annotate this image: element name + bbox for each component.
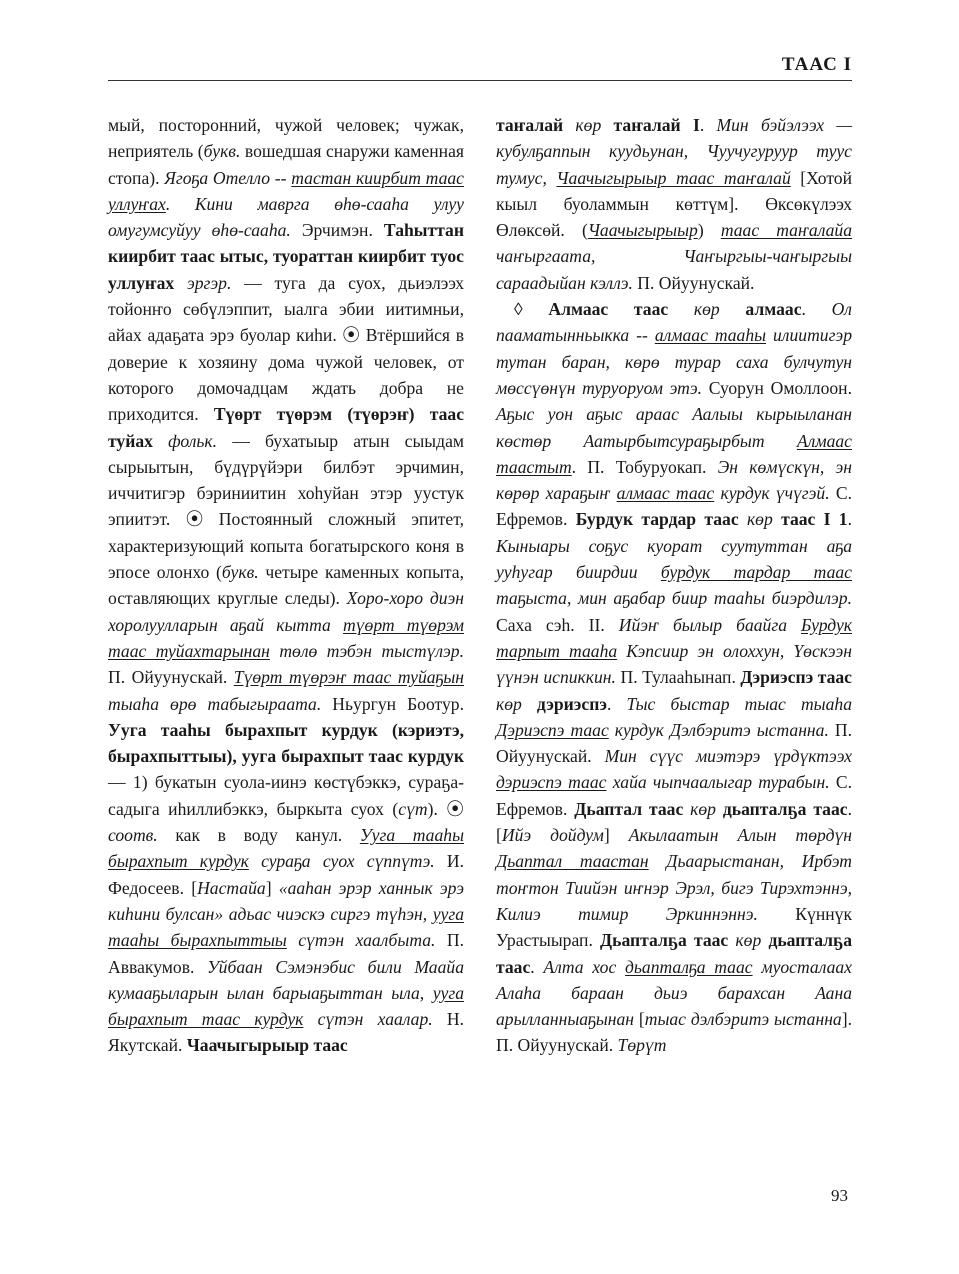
text-run: букв.	[221, 562, 259, 583]
text-run: дэриэспэ таас	[496, 772, 607, 793]
text-run: «ааһан эрэр ханнык эрэ киһини булсан» адьас чиэскэ сиргэ түһэн,	[108, 877, 464, 924]
text-run: көр	[683, 798, 716, 819]
text-run: эргэр.	[174, 272, 232, 293]
text-run: Мин сүүс миэтэрэ үрдүктээх	[604, 746, 852, 767]
text-run: . [	[496, 798, 852, 846]
text-run: Суорун Омоллоон.	[702, 377, 852, 398]
text-run: — бухатыыр атын сыыдам сырыытын, бүдүрүйэри билбэт эрчимин, иччитигэр бэриниитин хоһуйан этэр уустук эпиитэт. ⦿ Постоянный сложный эпитет, характеризующий копыта богатырского коня в эпосе олонхо (	[108, 430, 465, 583]
text-run: алмаас тааһы	[654, 325, 767, 346]
text-run: түөрт түөрэм таас туйахтарынан	[108, 614, 464, 661]
text-run: тыас дэлбэритэ ыстанна	[644, 1009, 842, 1030]
left-column	[108, 112, 464, 1059]
text-run: вошедшая снаружи каменная стопа).	[108, 141, 464, 188]
text-run: мый, посторонний, чужой человек; чужак, неприятель (	[108, 115, 464, 162]
text-run: Эрчимэн.	[301, 220, 384, 241]
text-run: фольк.	[152, 430, 218, 451]
text-run: ◊	[514, 299, 549, 320]
text-run: Дьапталҕа таас	[600, 930, 729, 951]
text-run: хайа чыпчаалыгар турабын.	[606, 772, 830, 793]
text-run: Ньургун Боотур.	[321, 693, 464, 714]
text-run: Алмаас таас	[548, 299, 669, 320]
text-run: Дьаптал таас	[574, 798, 684, 819]
text-run: Бурдук тардар таас	[575, 509, 739, 530]
text-run: Чаачыгырыыр таас таҥалай	[556, 167, 791, 188]
text-run: ). ⦿	[427, 798, 464, 819]
text-run: соотв.	[108, 825, 158, 846]
text-run: чаҥыргаата, Чаҥыргыы-чаҥыргыы сараадыйан кэллэ.	[496, 246, 852, 293]
text-run: Акылаатын Алын төрдүн	[628, 825, 852, 846]
text-run: Аҕыс уон аҕыс араас Аалыы кырыыланан көстөр Аатырбытсураҕырбыт	[496, 404, 852, 451]
text-run: Бурдук тарпыт тааһа	[496, 614, 852, 661]
text-run: [	[634, 1009, 645, 1030]
text-run: И. Федосеев. [	[108, 851, 464, 898]
text-run: Түөрт түөрэм (түөрэҥ) таас туйах	[108, 404, 465, 451]
text-run: сүт	[398, 798, 428, 819]
text-run: көр	[496, 693, 522, 714]
text-run: таас таҥалайа	[720, 220, 852, 241]
text-run: төлө тэбэн тыстүлэр.	[269, 640, 464, 661]
text-run: Күннүк Урастыырап.	[496, 903, 853, 951]
running-head: ТААС I	[781, 54, 852, 75]
text-run: Хоро-хоро диэн хоролуулларын аҕай кытта	[108, 588, 464, 635]
text-run: сүтэн хаалбыта.	[286, 930, 436, 951]
text-run: Ол пааматынньыкка --	[496, 299, 852, 346]
text-run: .	[847, 509, 852, 530]
text-run: Дэриэспэ таас	[740, 667, 852, 688]
text-run: көр	[563, 115, 602, 135]
text-run: муосталаах Алаһа бараан дьиэ барахсан Аана арылланныаҕынан	[496, 956, 852, 1030]
text-run: Саха сэһ. II.	[496, 614, 619, 635]
text-run: Эн көмүскүн, эн көрөр хараҕыҥ	[496, 456, 853, 504]
text-run: Уйбаан Сэмэнэбис били Маайа кумааҕыларын ылан барыаҕыттан ыла,	[108, 956, 464, 1003]
text-run: Алмаас таастыт	[496, 430, 852, 477]
text-run: ]	[603, 825, 629, 846]
text-run: )	[697, 220, 721, 241]
text-run: Кыныары соҕус куорат суутуттан аҕа ууһугар биирдии	[496, 535, 852, 583]
text-run: ]	[265, 877, 279, 898]
text-run: дэриэспэ	[521, 693, 607, 714]
page-header	[108, 54, 852, 81]
text-run: С. Ефремов.	[496, 483, 852, 530]
text-run: тастан киирбит таас уллуҥах	[108, 167, 464, 214]
text-run: П. Тулааһынап.	[615, 667, 741, 688]
text-run: Таһыттан киирбит таас ытыс, туораттан киирбит туос уллуҥах	[108, 220, 464, 293]
text-run: бурдук тардар таас	[660, 562, 852, 583]
text-run: букв.	[203, 141, 241, 162]
text-run: көр	[738, 509, 773, 530]
text-run: Н. Якутскай.	[108, 1009, 464, 1056]
text-run: Түөрт түөрэҥ таас туйаҕын	[233, 667, 464, 688]
entry-paragraph	[496, 296, 852, 1059]
text-run: көр	[728, 930, 762, 951]
entry-paragraph	[108, 112, 464, 1059]
entry-paragraph	[496, 112, 852, 296]
right-column	[496, 112, 852, 1059]
text-run: Ийэ дойдум	[501, 825, 604, 846]
text-run: Кэпсиир эн олоххун, Үөскээн үүнэн испиккин.	[496, 640, 852, 688]
text-run: таҥалай	[496, 115, 564, 135]
text-run: .	[606, 693, 627, 714]
text-run: сүтэн хаалар.	[303, 1009, 433, 1030]
text-run: — 1) букатын суола-иинэ көстүбэккэ, сураҕа-садыга иһиллибэккэ, быркыта суох (	[108, 772, 464, 819]
text-run: Ууга тааһы бырахпыт курдук	[108, 825, 464, 872]
text-run: П. Аввакумов.	[108, 930, 464, 977]
text-run: Мин бэйэлээх — кубулҕаппын куудьунан, Чуучугуруур туус тумус,	[496, 115, 852, 188]
text-run: алмаас	[719, 299, 802, 320]
text-run: как в воду канул.	[157, 825, 360, 846]
text-run: курдук Дэлбэритэ ыстанна.	[608, 719, 829, 740]
text-run: П. Ойуунускай.	[496, 719, 852, 767]
text-run: Ийэҥ былыр баайга	[618, 614, 801, 635]
text-run: сураҕа суох сүппүтэ.	[248, 851, 435, 872]
text-run: .	[530, 956, 544, 977]
text-run: алмаас таас	[616, 483, 715, 504]
text-run: Чаачыгырыыр	[587, 220, 698, 241]
text-run: . Кини маврга өһө-сааһа улуу омугумсуйуу өһө-сааһа.	[108, 193, 464, 241]
text-run: Алта хос	[543, 956, 626, 977]
text-run: [Хотой кыыл буоламмын көттүм]. Өксөкүлээх Өлөксөй. (	[496, 167, 852, 241]
text-run: Чаачыгырыыр таас	[186, 1035, 348, 1056]
text-run: таҕыста, мин аҕабар биир тааһы биэрдилэр.	[496, 588, 852, 609]
text-run: илиитигэр тутан баран, көрө турар саха булчутун мөссүөнүн туруоруом этэ.	[496, 325, 852, 398]
text-run: ]. П. Ойуунускай.	[496, 1009, 852, 1056]
text-run: курдук үчүгэй.	[714, 483, 830, 504]
text-run: четыре каменных копыта, оставляющих круглые следы).	[108, 562, 464, 609]
text-run: ууга тааһы бырахпыттыы	[108, 903, 464, 951]
text-run: ууга бырахпыт таас курдук	[108, 982, 464, 1030]
text-run: дьапталҕа таас	[496, 930, 852, 977]
text-run: П. Ойуунускай.	[632, 272, 755, 293]
text-run: Ууга тааһы бырахпыт курдук (кэриэтэ, бырахпыттыы), ууга бырахпыт таас курдук	[108, 719, 464, 767]
text-run: .	[699, 115, 717, 135]
text-run: таас I 1	[772, 509, 848, 530]
text-run: тыаһа өрө табыгыраата.	[108, 693, 322, 714]
text-run: Тыс быстар тыас тыаһа	[626, 693, 852, 714]
text-run: .	[801, 299, 832, 320]
text-run: С. Ефремов.	[496, 772, 852, 819]
text-run: Төрүт	[617, 1035, 667, 1056]
text-run: Дьаарыстанан, Ирбэт тоҥтон Тиийэн иҥнэр Эрэл, бигэ Тирэхтэннэ, Килиэ тимир Эркиннэннэ.	[496, 851, 852, 924]
text-run: П. Ойуунускай.	[108, 667, 234, 688]
text-run: Дэриэспэ таас	[496, 719, 609, 740]
text-run: Настайа	[197, 877, 266, 898]
text-run: Дьаптал таастан	[496, 851, 649, 872]
text-run: дьапталҕа таас	[715, 798, 848, 819]
page-number: 93	[831, 1186, 848, 1205]
text-run: . П. Тобуруокап.	[571, 456, 718, 477]
text-run: таҥалай I	[601, 115, 700, 135]
text-run: Ягоҕа Отелло --	[164, 167, 292, 188]
text-run: көр	[668, 299, 720, 320]
text-run: — туга да суох, дьиэлээх тойонҥо сөбүлэппит, ыалга эбии иитимньи, айах адаҕата эрэ буолар киһи. ⦿ Втёршийся в доверие к хозяину дома чужой человек, от которого домочадцам ждать добра не приходится.	[108, 272, 464, 425]
text-run: дьапталҕа таас	[625, 956, 753, 977]
